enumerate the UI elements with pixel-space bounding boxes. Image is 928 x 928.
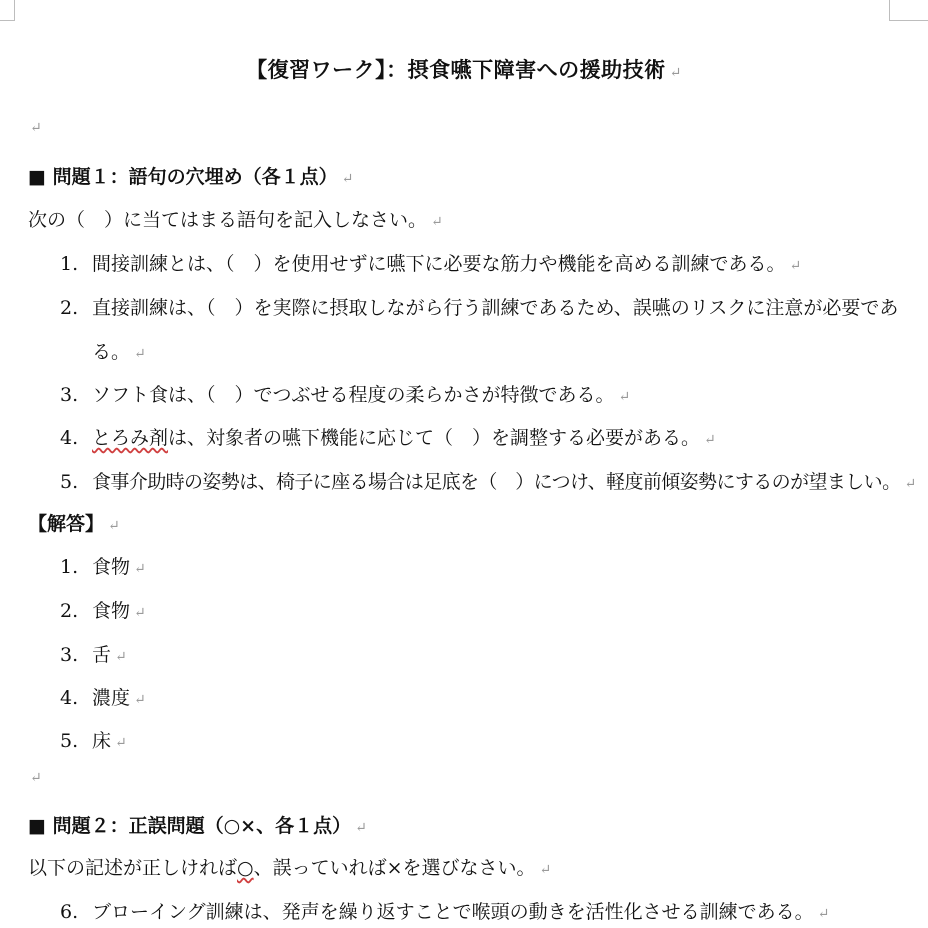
q1-heading: [28, 162, 353, 189]
document-title-text: 【復習ワーク】：摂食嚥下障害への援助技術: [246, 57, 666, 82]
paragraph-mark-icon: ↵: [30, 120, 42, 136]
paragraph-mark-icon: ↵: [904, 476, 917, 492]
list-item-text: 食物: [92, 600, 131, 622]
list-item: [60, 293, 898, 320]
answers-heading: [28, 509, 120, 536]
paragraph-mark-icon: ↵: [108, 518, 120, 534]
paragraph-mark-icon: ↵: [789, 258, 802, 274]
list-item-number: 5.: [60, 730, 79, 752]
list-item-number: 3.: [60, 384, 79, 406]
list-item-number: 6.: [60, 901, 79, 923]
paragraph-mark-icon: ↵: [704, 432, 716, 448]
list-item: [60, 423, 716, 450]
paragraph-mark-icon: ↵: [134, 692, 146, 708]
q1-heading-text: ■ 問題１：語句の穴埋め（各１点）: [28, 166, 338, 188]
list-item: [60, 683, 146, 710]
list-item-continuation: [92, 337, 146, 364]
paragraph-mark-icon: ↵: [30, 770, 42, 786]
list-item-number: 2.: [60, 600, 79, 622]
paragraph-mark-icon: ↵: [115, 649, 127, 665]
q2-instruction-text-a: 以下の記述が正しければ: [28, 857, 238, 879]
q2-instruction-text-b: 、誤っていれば×を選びなさい。: [253, 857, 536, 879]
q2-heading: [28, 811, 367, 838]
list-item-number: 3.: [60, 644, 79, 666]
answers-heading-text: 【解答】: [28, 513, 105, 535]
list-item: [60, 897, 829, 924]
paragraph-mark-icon: ↵: [618, 389, 631, 405]
document-title: [0, 54, 928, 84]
paragraph-mark-icon: ↵: [115, 735, 127, 751]
paragraph-mark-icon: ↵: [817, 906, 830, 922]
list-item: [60, 726, 127, 753]
paragraph-mark-icon: ↵: [134, 561, 146, 577]
list-item: [60, 467, 916, 494]
spellcheck-underlined-text: ○: [237, 857, 254, 879]
list-item-text: ソフト食は、（ ）でつぶせる程度の柔らかさが特徴である。: [92, 384, 615, 406]
list-item: [60, 249, 801, 276]
paragraph-mark-icon: ↵: [355, 820, 367, 836]
list-item-text: ブローイング訓練は、発声を繰り返すことで喉頭の動きを活性化させる訓練である。: [92, 901, 814, 923]
list-item-text: 舌: [92, 644, 112, 666]
list-item-text: 濃度: [92, 687, 131, 709]
paragraph-mark-icon: ↵: [431, 214, 443, 230]
list-item-text: は、対象者の嚥下機能に応じて（ ）を調整する必要がある。: [168, 427, 701, 449]
paragraph-mark-icon: ↵: [134, 605, 146, 621]
list-item: [60, 640, 127, 667]
list-item: [60, 596, 146, 623]
list-item-number: 5.: [60, 471, 79, 493]
list-item-number: 4.: [60, 427, 79, 449]
q2-heading-text: ■ 問題２：正誤問題（○×、各１点）: [28, 815, 352, 837]
list-item-text: 食事介助時の姿勢は、椅子に座る場合は足底を（ ）につけ、軽度前傾姿勢にするのが望ましい。: [92, 471, 901, 493]
list-item: [60, 552, 146, 579]
list-item-text: 床: [92, 730, 112, 752]
paragraph-mark-icon: ↵: [669, 65, 682, 81]
q2-instruction: [28, 853, 551, 880]
list-item-number: 4.: [60, 687, 79, 709]
paragraph-mark-icon: ↵: [134, 346, 146, 362]
paragraph-mark-icon: ↵: [539, 862, 552, 878]
list-item-number: 1.: [60, 253, 79, 275]
spellcheck-underlined-text: とろみ剤: [92, 427, 169, 449]
list-item: [60, 380, 630, 407]
list-item-number: 2.: [60, 297, 79, 319]
paragraph-mark-icon: ↵: [341, 171, 354, 187]
q1-instruction-text: 次の（ ）に当てはまる語句を記入しなさい。: [28, 209, 428, 231]
list-item-text: 間接訓練とは、（ ）を使用せずに嚥下に必要な筋力や機能を高める訓練である。: [92, 253, 786, 275]
list-item-text: る。: [92, 341, 131, 363]
list-item-text: 直接訓練は、（ ）を実際に摂取しながら行う訓練であるため、誤嚥のリスクに注意が必要であ: [92, 297, 899, 319]
list-item-number: 1.: [60, 556, 79, 578]
q1-instruction: [28, 205, 443, 232]
list-item-text: 食物: [92, 556, 131, 578]
